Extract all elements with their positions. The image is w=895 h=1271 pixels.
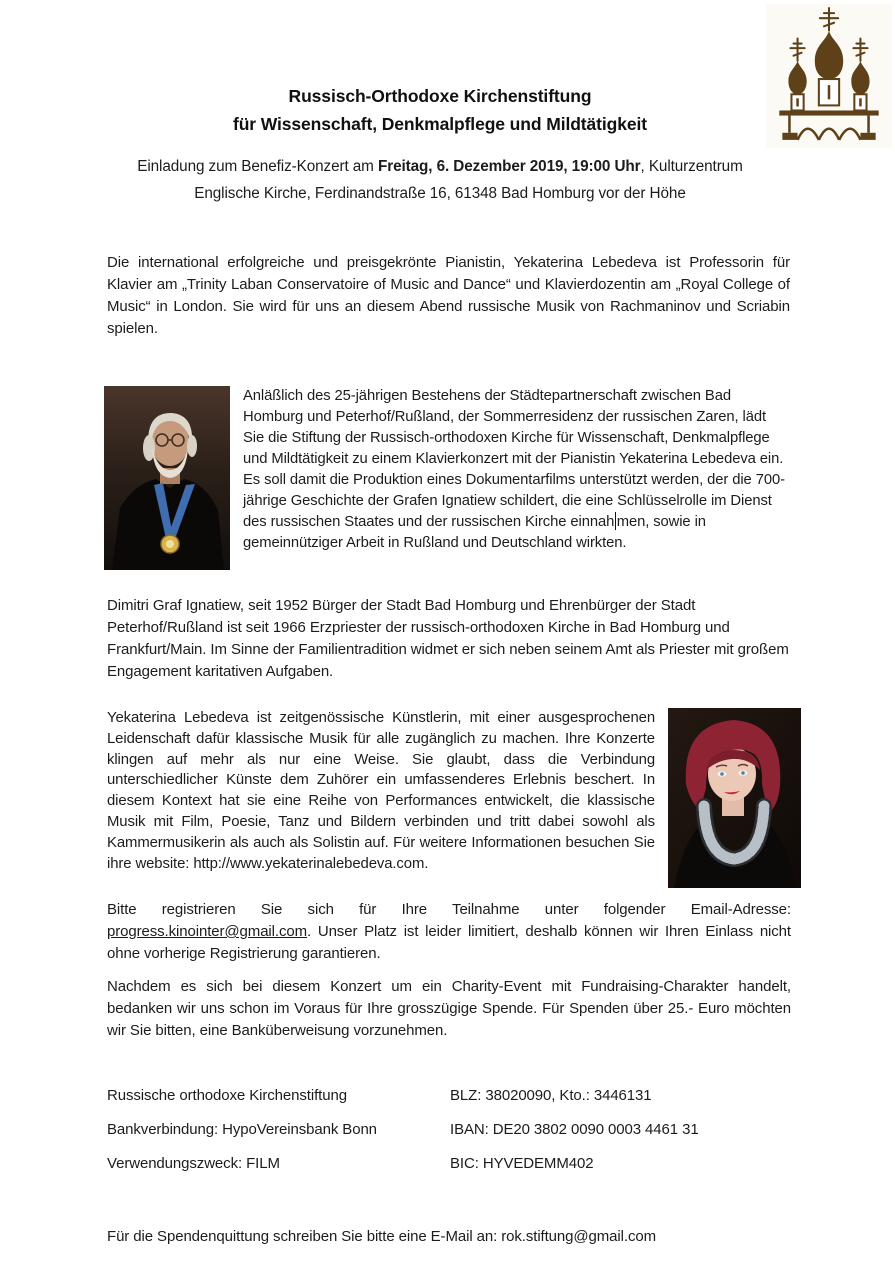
invitation-suffix: , Kulturzentrum bbox=[640, 158, 743, 175]
paragraph-registration bbox=[107, 899, 791, 965]
registration-prefix: Bitte registrieren Sie sich für Ihre Teilnahme unter folgender Email-Adresse: bbox=[107, 901, 791, 918]
bank-row bbox=[107, 1120, 767, 1140]
registration-suffix: . Unser Platz ist leider limitiert, deshalb können wir Ihren Einlass nicht ohne vorherige Registrierung garantieren. bbox=[107, 923, 791, 962]
priest-portrait-image bbox=[104, 386, 230, 570]
invitation-line1 bbox=[70, 153, 810, 180]
bank-row bbox=[107, 1154, 767, 1174]
footer-note: Für die Spendenquittung schreiben Sie bitte eine E-Mail an: rok.stiftung@gmail.com bbox=[107, 1228, 656, 1245]
section-yekaterina bbox=[107, 708, 801, 888]
title-line1: Russisch-Orthodoxe Kirchenstiftung bbox=[288, 86, 592, 106]
bank-bic: BIC: HYVEDEMM402 bbox=[450, 1155, 594, 1172]
title-line2: für Wissenschaft, Denkmalpflege und Mildtätigkeit bbox=[232, 114, 648, 134]
bank-connection: Bankverbindung: HypoVereinsbank Bonn bbox=[107, 1121, 377, 1138]
anniversary-text-after-caret: men, sowie in gemeinnütziger Arbeit in Rußland und Deutschland wirkten. bbox=[243, 514, 706, 551]
bank-purpose: Verwendungszweck: FILM bbox=[107, 1155, 280, 1172]
pianist-photo bbox=[668, 708, 801, 888]
invitation-line2: Englische Kirche, Ferdinandstraße 16, 61348 Bad Homburg vor der Höhe bbox=[194, 185, 686, 202]
bank-blz-kto: BLZ: 38020090, Kto.: 3446131 bbox=[450, 1087, 652, 1104]
invitation-block bbox=[70, 153, 810, 207]
registration-email-link[interactable]: progress.kinointer@gmail.com bbox=[107, 923, 308, 940]
priest-photo bbox=[104, 386, 230, 570]
invitation-datetime: Freitag, 6. Dezember 2019, 19:00 Uhr bbox=[377, 158, 641, 175]
paragraph-yekaterina: Yekaterina Lebedeva ist zeitgenössische Künstlerin, mit einer ausgesprochenen Leidenschaft dafür klassische Musik für alle zugänglich zu machen. Ihre Konzerte klingen auf mehr als nur eine Weise. Sie glaubt, dass die Verbindung unterschiedlicher Künste dem Zuhörer ein umfassenderes Erlebnis beschert. In diesem Kontext hat sie eine Reihe von Performances entwickelt, die klassische Musik mit Film, Poesie, Tanz und Bildern verbinden und tritt dabei sowohl als Kammermusikerin als auch als Solistin auf. Für weitere Informationen besuchen Sie ihre website: http://www.yekaterinalebedeva.com. bbox=[107, 710, 655, 872]
pianist-portrait-image bbox=[668, 708, 801, 888]
paragraph-charity: Nachdem es sich bei diesem Konzert um ein Charity-Event mit Fundraising-Charakter handelt, bedanken wir uns schon im Voraus für Ihre grosszügige Spende. Für Spenden über 25.- Euro möchten wir Sie bitten, eine Banküberweisung vorzunehmen. bbox=[107, 978, 791, 1039]
invitation-prefix: Einladung zum Benefiz-Konzert am bbox=[137, 158, 378, 175]
bank-iban: IBAN: DE20 3802 0090 0003 4461 31 bbox=[450, 1121, 699, 1138]
document-title bbox=[95, 82, 785, 138]
paragraph-anniversary bbox=[243, 386, 790, 570]
paragraph-intro: Die international erfolgreiche und preisgekrönte Pianistin, Yekaterina Lebedeva ist Professorin für Klavier am „Trinity Laban Conservatoire of Music and Dance“ und Klavierdozentin am „Royal College of Music“ in London. Sie wird für uns an diesem Abend russische Musik von Rachmaninov und Scriabin spielen. bbox=[107, 254, 790, 337]
section-anniversary bbox=[104, 386, 790, 570]
bank-row bbox=[107, 1086, 767, 1106]
bank-details bbox=[107, 1086, 767, 1188]
paragraph-dimitri: Dimitri Graf Ignatiew, seit 1952 Bürger der Stadt Bad Homburg und Ehrenbürger der Stadt Peterhof/Rußland ist seit 1966 Erzpriester der russisch-orthodoxen Kirche in Bad Homburg und Frankfurt/Main. Im Sinne der Familientradition widmet er sich neben seinem Amt als Priester mit großem Engagement karitativen Aufgaben. bbox=[107, 597, 789, 680]
anniversary-text-before-caret: Anläßlich des 25-jährigen Bestehens der Städtepartnerschaft zwischen Bad Homburg und Peterhof/Rußland, der Sommerresidenz der russischen Zaren, lädt Sie die Stiftung der Russisch-orthodoxen Kirche für Wissenschaft, Denkmalpflege und Mildtätigkeit zu einem Klavierkonzert mit der Pianistin Yekaterina Lebedeva ein. Es soll damit die Produktion eines Dokumentarfilms unterstützt werden, der die 700-jährige Geschichte der Grafen Ignatiew schildert, die eine Schlüsselrolle im Dienst des russischen Staates und der russischen Kirche einnah bbox=[243, 388, 785, 530]
bank-org-name: Russische orthodoxe Kirchenstiftung bbox=[107, 1087, 347, 1104]
